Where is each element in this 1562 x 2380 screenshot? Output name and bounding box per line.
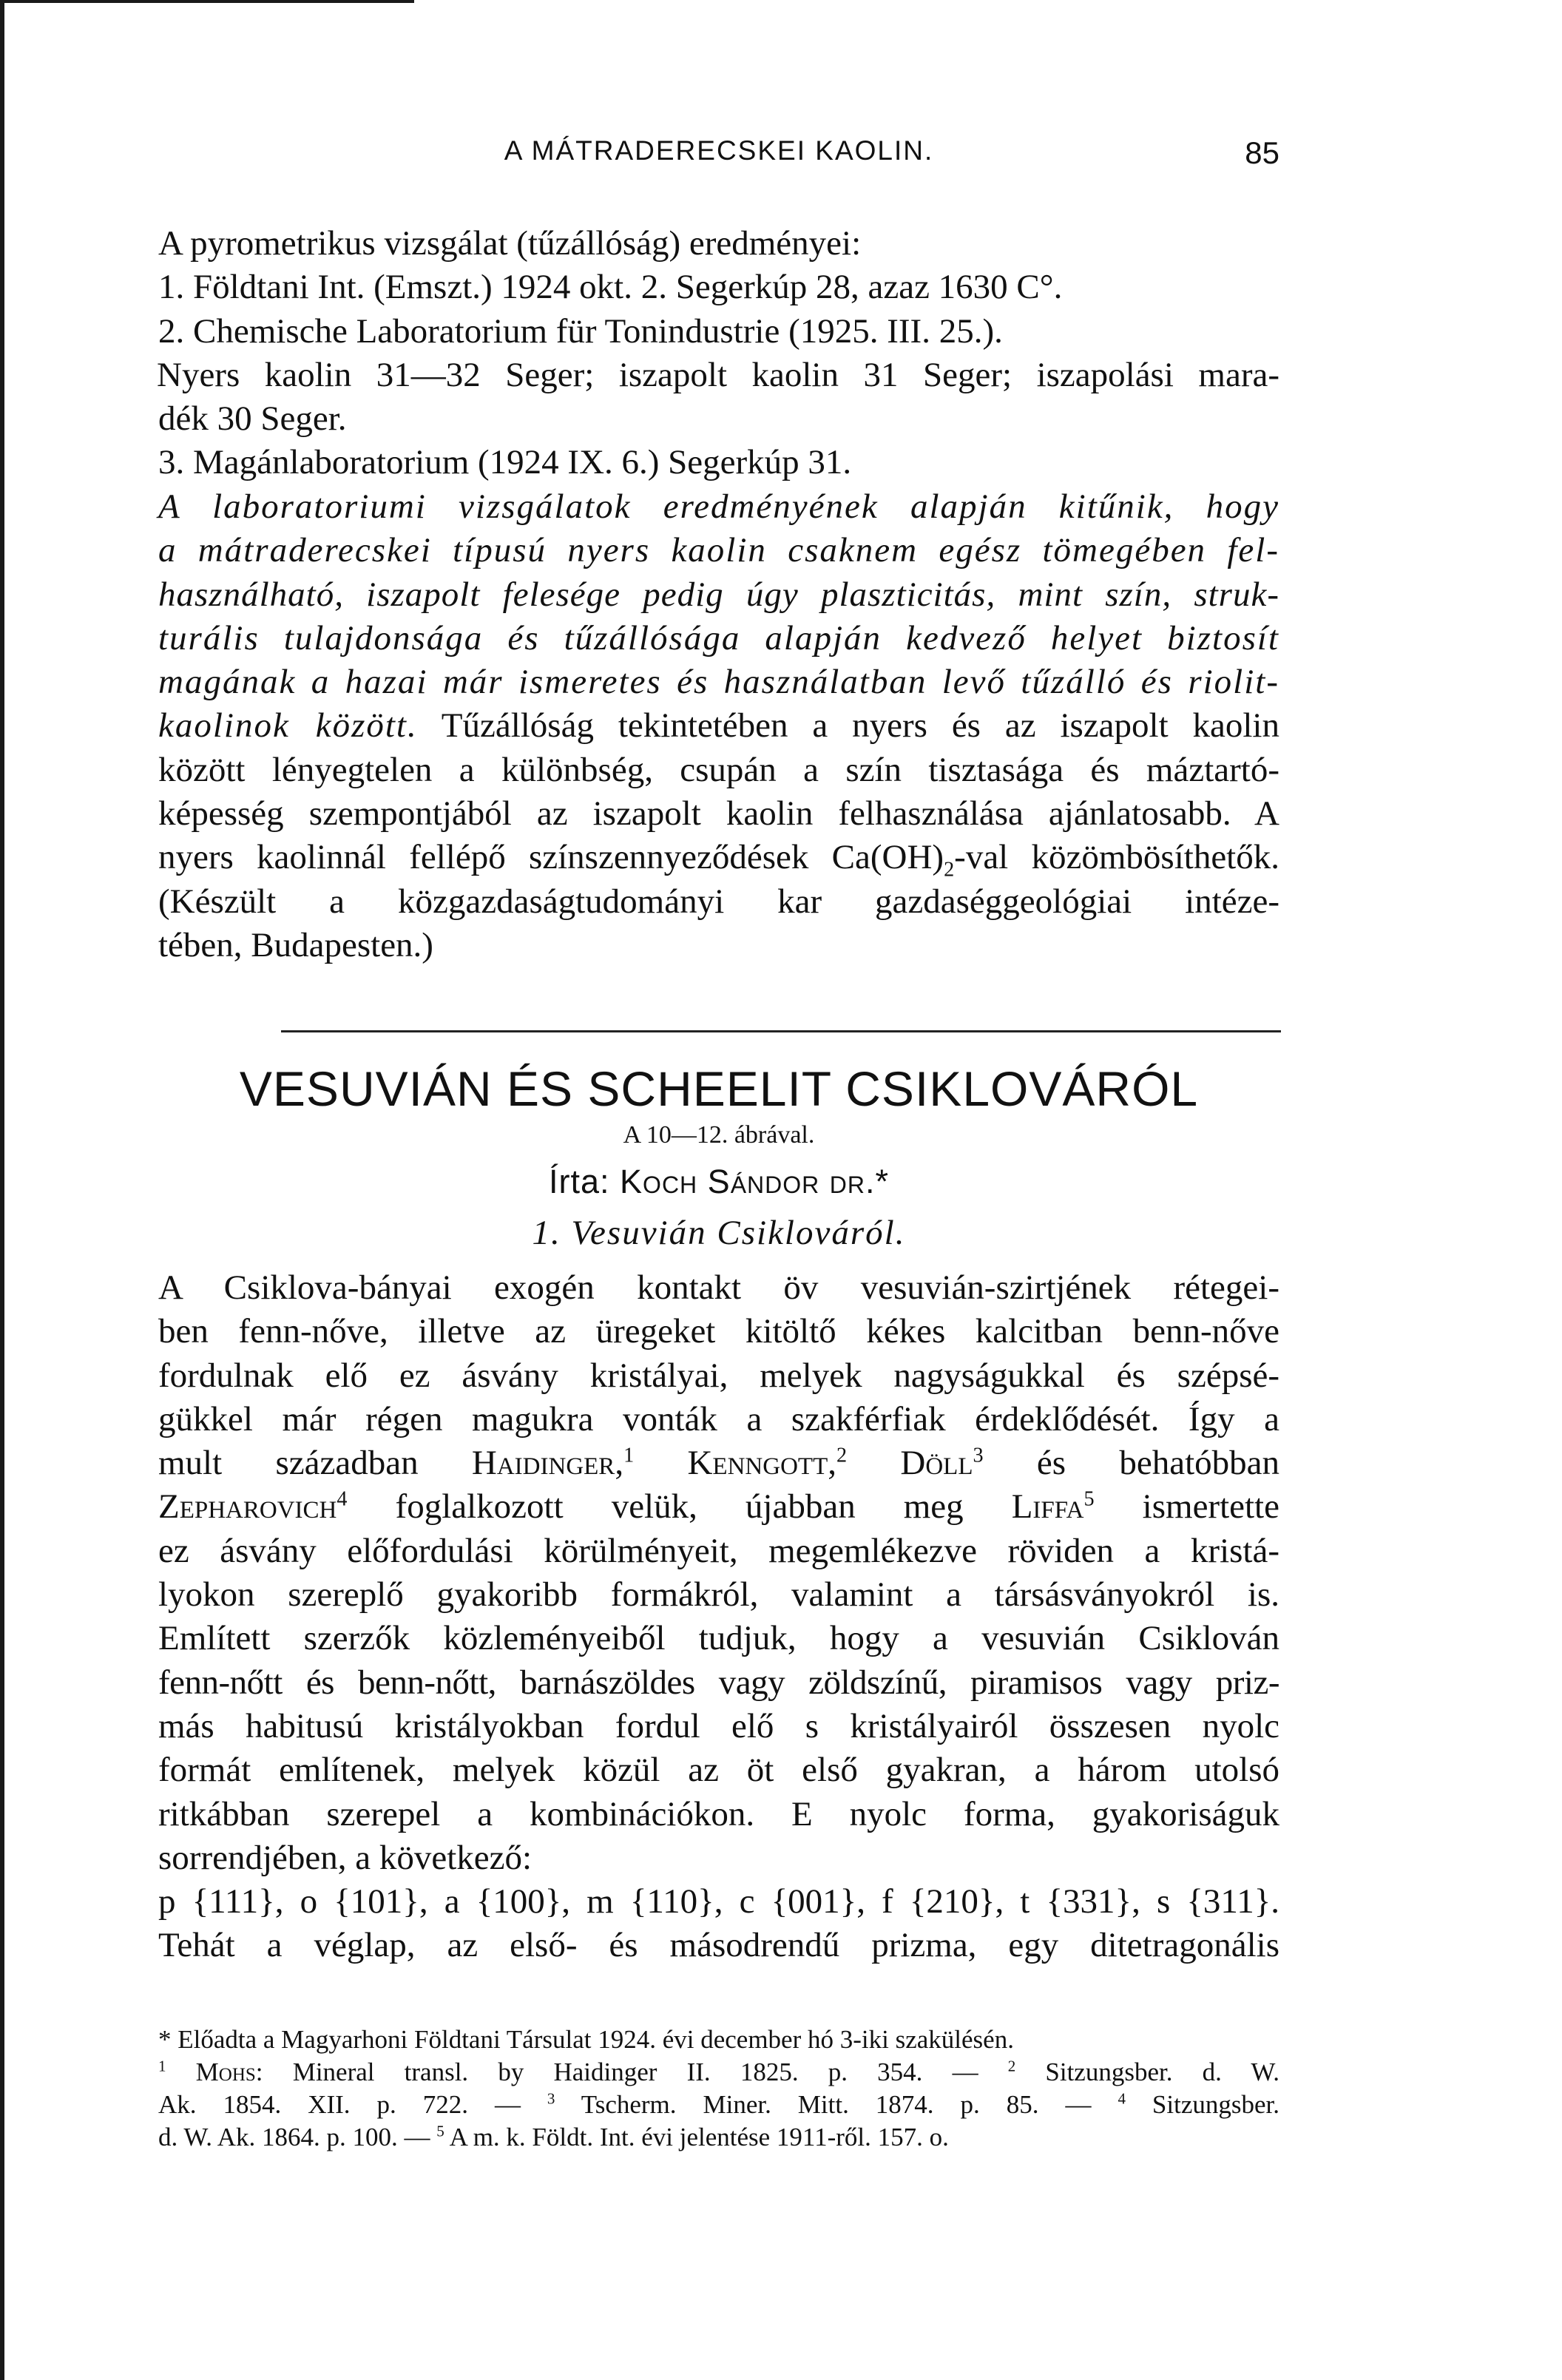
body-line: fenn-nőtt és benn-nőtt, barnászöldes vagy zöldszínű, piramisos vagy priz- xyxy=(158,1663,1279,1702)
conclusion-text: nyers kaolinnál fellépő színszennyeződések Ca(OH) xyxy=(158,838,944,877)
article-title: VESUVIÁN ÉS SCHEELIT CSIKLOVÁRÓL xyxy=(239,1061,1199,1116)
author-liffa: Liffa xyxy=(1011,1487,1084,1527)
body-line: fordulnak elő ez ásvány kristályai, melyek nagyságukkal és szépsé- xyxy=(158,1356,1279,1395)
body-text: mult században xyxy=(158,1444,472,1483)
body-text: ismertette xyxy=(1094,1487,1279,1527)
author-kenngott: Kenngott, xyxy=(634,1444,836,1483)
body-text: és behatóbban xyxy=(983,1444,1279,1483)
footnote-text: d. W. Ak. 1864. p. 100. — xyxy=(158,2123,437,2151)
result-2-detail-end: dék 30 Seger. xyxy=(158,399,347,439)
running-title: A MÁTRADERECSKEI KAOLIN. xyxy=(504,135,934,166)
pyrometric-results xyxy=(158,222,1279,485)
footnotes xyxy=(158,2024,1279,2154)
result-2-detail: Nyers kaolin 31—32 Seger; iszapolt kaolin 31 Seger; iszapolási mara- xyxy=(157,355,1279,394)
author-doll: Döll xyxy=(847,1444,973,1483)
conclusion-line-6 xyxy=(158,704,1279,748)
result-2: 2. Chemische Laboratorium für Tonindustrie (1925. III. 25.). xyxy=(158,311,1003,351)
result-1: 1. Földtani Int. (Emszt.) 1924 okt. 2. Segerkúp 28, azaz 1630 C°. xyxy=(158,268,1063,307)
body-line: ritkábban szerepel a kombinációkon. E nyolc forma, gyakoriságuk xyxy=(158,1794,1279,1833)
footnote-mark-5: 5 xyxy=(436,2122,444,2140)
body-line: formát említenek, melyek közül az öt első gyakran, a három utolsó xyxy=(158,1751,1279,1790)
author-haidinger: Haidinger, xyxy=(471,1444,624,1483)
footnote-ref-2: 2 xyxy=(836,1444,848,1467)
body-line-authors-2 xyxy=(158,1485,1279,1529)
body-line: Említett szerzők közleményeiből tudjuk, hogy a vesuvián Csiklován xyxy=(158,1619,1279,1658)
scan-edge-top xyxy=(0,0,414,3)
footnote-text: Mineral transl. by Haidinger II. 1825. p. 354. — xyxy=(263,2058,1008,2086)
footnote-author-mohs: Mohs: xyxy=(195,2058,263,2086)
footnote-star: * Előadta a Magyarhoni Földtani Társulat 1924. évi december hó 3-iki szakülésén. xyxy=(158,2025,1014,2054)
article-subtitle: A 10—12. ábrával. xyxy=(623,1121,815,1149)
conclusion-line-9 xyxy=(158,836,1279,882)
body-line: Tehát a véglap, az első- és másodrendű prizma, egy ditetragonális xyxy=(158,1926,1279,1965)
conclusion-line-2: a mátraderecskei típusú nyers kaolin csaknem egész tömegében fel- xyxy=(158,531,1279,570)
origin-line-2: tében, Budapesten.) xyxy=(158,925,433,964)
footnote-ref-4: 4 xyxy=(337,1487,348,1511)
conclusion-line-7: között lényegtelen a különbség, csupán a szín tisztasága és máztartó- xyxy=(158,750,1279,789)
origin-line-1: (Készült a közgazdaságtudományi kar gazdaséggeológiai intéze- xyxy=(158,882,1279,921)
body-line: gükkel már régen magukra vonták a szakférfiak érdeklődését. Így a xyxy=(158,1399,1279,1439)
conclusion-paragraph xyxy=(158,485,1279,967)
section-heading: 1. Vesuvián Csiklováról. xyxy=(532,1214,906,1252)
footnote-ref-3: 3 xyxy=(973,1444,984,1467)
body-line: ez ásvány előfordulási körülményeit, megemlékezve röviden a kristá- xyxy=(158,1531,1279,1570)
body-line: A Csiklova-bányai exogén kontakt öv vesuvián-szirtjének rétegei- xyxy=(158,1268,1279,1307)
footnote-ref-1: 1 xyxy=(623,1444,635,1467)
body-text: foglalkozott velük, újabban meg xyxy=(347,1487,1012,1527)
author-zepharovich: Zepharovich xyxy=(158,1487,337,1527)
conclusion-line-5: magának a hazai már ismeretes és használatban levő tűzálló és riolit- xyxy=(158,663,1279,702)
footnote-mark-1: 1 xyxy=(158,2057,166,2075)
conclusion-roman-start: Tűzállóság tekintetében a nyers és az iszapolt kaolin xyxy=(417,706,1279,746)
footnote-1 xyxy=(158,2056,1279,2089)
conclusion-line-8: képesség szempontjából az iszapolt kaolin felhasználása ajánlatosabb. A xyxy=(158,794,1279,834)
body-line: lyokon szereplő gyakoribb formákról, valamint a társásványokról is. xyxy=(158,1575,1279,1615)
body-line: más habitusú kristályokban fordul elő s kristályairól összesen nyolc xyxy=(158,1706,1279,1745)
footnote-ref-5: 5 xyxy=(1083,1487,1095,1511)
article-body xyxy=(158,1266,1279,1968)
footnote-mark-2: 2 xyxy=(1007,2057,1016,2075)
article-author xyxy=(158,1163,1279,1201)
conclusion-line-1: A laboratoriumi vizsgálatok eredményének alapján kitűnik, hogy xyxy=(158,487,1279,526)
result-3: 3. Magánlaboratorium (1924 IX. 6.) Segerkúp 31. xyxy=(158,443,852,482)
body-line: ben fenn-nőve, illetve az üregeket kitöltő kékes kalcitban benn-nőve xyxy=(158,1312,1279,1351)
footnote-text: Sitzungsber. d. W. xyxy=(1015,2058,1279,2086)
page-number: 85 xyxy=(1245,135,1279,170)
footnote-mark-4: 4 xyxy=(1118,2089,1126,2108)
body-line: sorrendjében, a következő: xyxy=(158,1838,532,1877)
conclusion-italic-end: kaolinok között. xyxy=(158,706,418,746)
subscript-2: 2 xyxy=(944,858,955,882)
footnote-text: A m. k. Földt. Int. évi jelentése 1911-ről. 157. o. xyxy=(444,2123,949,2151)
section-divider xyxy=(281,1030,1281,1032)
scan-edge-left xyxy=(0,0,4,2380)
author-label: Írta: xyxy=(549,1163,610,1200)
conclusion-line-4: turális tulajdonsága és tűzállósága alapján kedvező helyet biztosít xyxy=(158,618,1279,657)
footnote-text: Ak. 1854. XII. p. 722. — xyxy=(158,2090,547,2119)
footnote-2 xyxy=(158,2089,1279,2121)
crystal-forms-line: p {111}, o {101}, a {100}, m {110}, c {001}, f {210}, t {331}, s {311}. xyxy=(158,1882,1279,1921)
author-name: Koch Sándor dr.* xyxy=(620,1163,889,1200)
footnote-text: Tscherm. Miner. Mitt. 1874. p. 85. — xyxy=(555,2090,1118,2119)
footnote-text: Sitzungsber. xyxy=(1125,2090,1279,2119)
body-line-authors xyxy=(158,1441,1279,1485)
page-header xyxy=(158,135,1279,180)
conclusion-text-end: -val közömbösíthetők. xyxy=(954,838,1279,877)
results-intro: A pyrometrikus vizsgálat (tűzállóság) eredményei: xyxy=(158,224,862,263)
conclusion-line-3: használható, iszapolt felesége pedig úgy plaszticitás, mint szín, struk- xyxy=(158,575,1279,614)
footnote-mark-3: 3 xyxy=(547,2089,555,2108)
footnote-3 xyxy=(158,2121,1279,2154)
